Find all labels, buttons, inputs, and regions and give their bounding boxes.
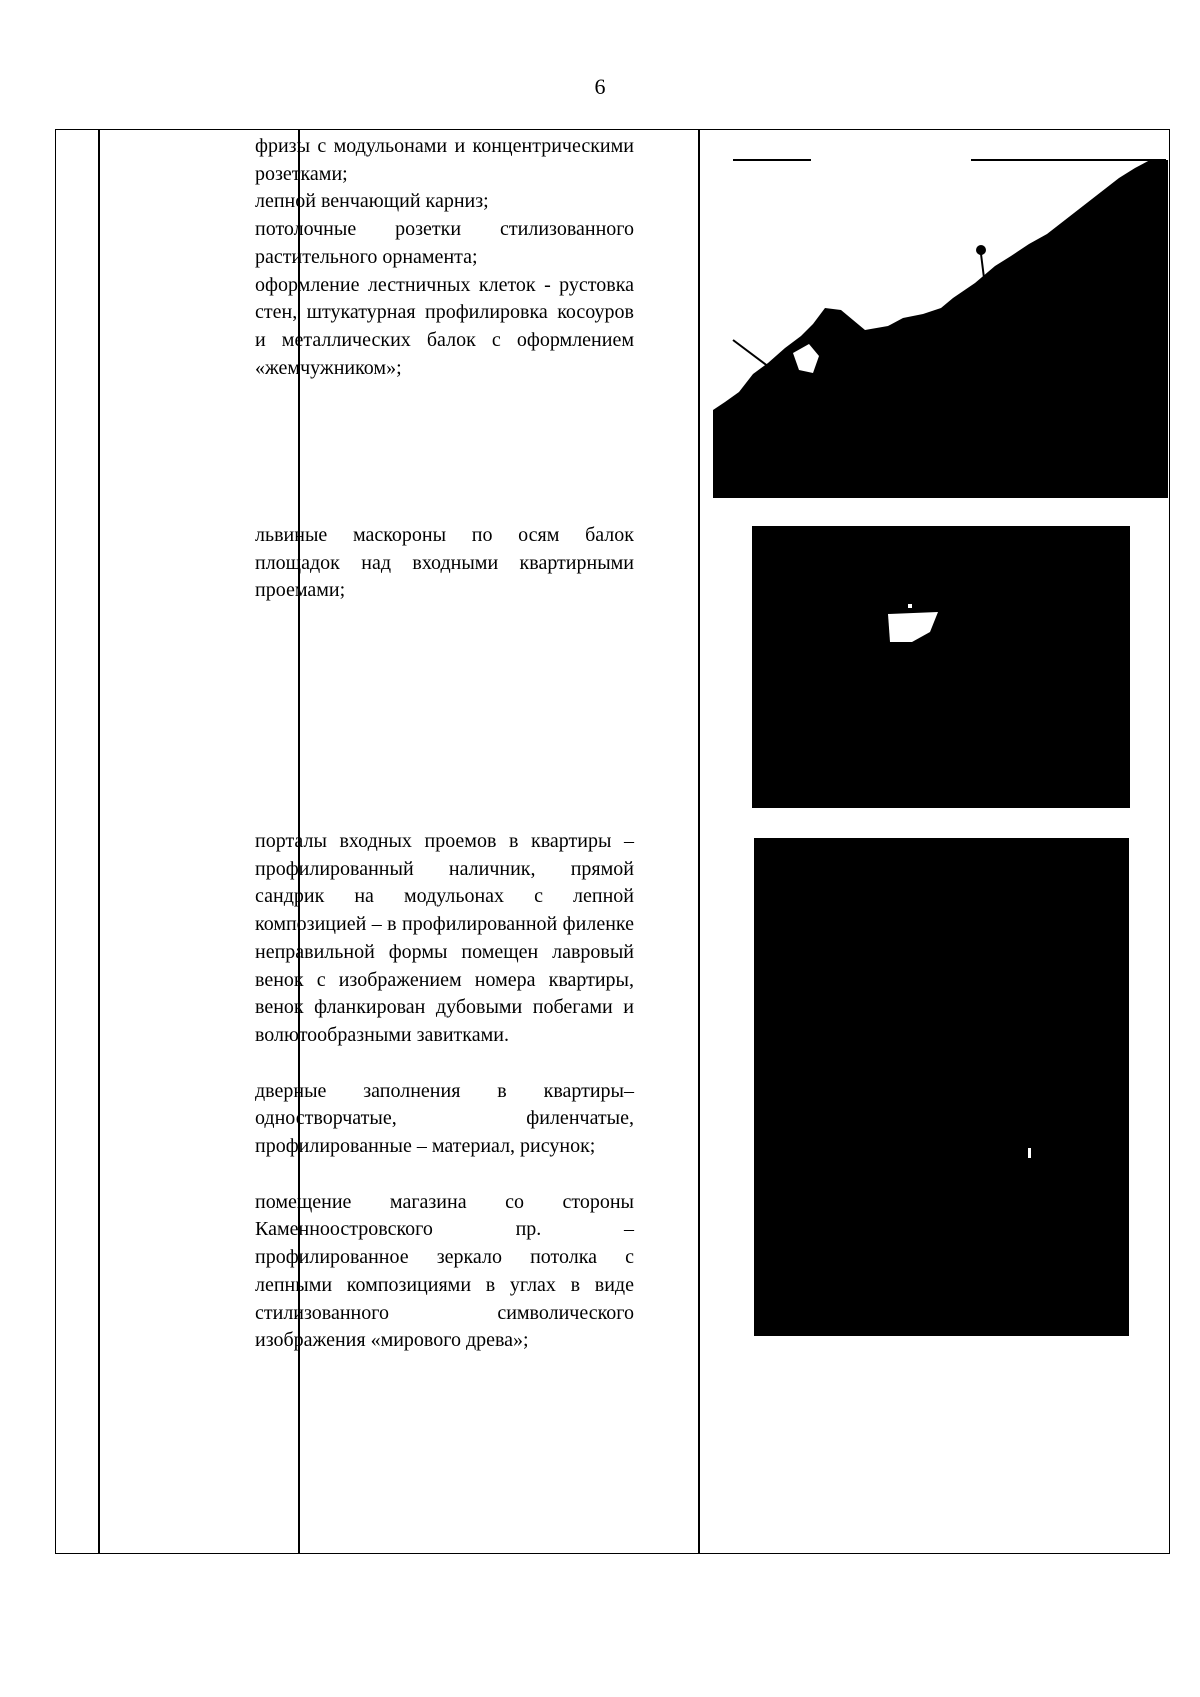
paragraph: порталы входных проемов в квартиры – профилированный наличник, прямой сандрик на модульонах с лепной композицией – в профилированной филенке неправильной формы помещен лавровый венок с изображением номера квартиры, венок фланкирован дубовыми побегами и волютообразными завитками. [255, 830, 634, 1046]
paragraph: помещение магазина со стороны Каменноостровского пр. – профилированное зеркало потолка с лепными композициями в углах в виде стилизованного символического изображения «мирового древа»; [255, 1190, 634, 1352]
mascaron-photo [752, 526, 1130, 808]
paragraph: фризы с модульонами и концентрическими розетками; [255, 135, 634, 185]
paragraph: дверные заполнения в квартиры– одностворчатые, филенчатые, профилированные – материал, рисунок; [255, 1079, 634, 1158]
spacer [255, 1050, 634, 1078]
paragraph: потолочные розетки стилизованного растительного орнамента; [255, 218, 634, 268]
mascaron-photo-image [752, 526, 1130, 808]
staircase-photo [713, 158, 1168, 498]
description-block-1 [255, 133, 634, 382]
spacer [255, 1161, 634, 1189]
door-portal-photo [754, 838, 1129, 1336]
column-divider [698, 130, 700, 1553]
staircase-photo-image [713, 158, 1168, 498]
description-block-3 [255, 828, 634, 1355]
column-divider [98, 130, 100, 1553]
paragraph: оформление лестничных клеток - рустовка стен, штукатурная профилировка косоуров и металлических балок с оформлением «жемчужником»; [255, 273, 634, 379]
paragraph: лепной венчающий карниз; [255, 190, 489, 213]
page-number: 6 [594, 74, 606, 99]
door-portal-photo-image [754, 838, 1129, 1336]
paragraph: львиные маскороны по осям балок площадок над входными квартирными проемами; [255, 524, 634, 602]
description-block-2 [255, 522, 634, 605]
